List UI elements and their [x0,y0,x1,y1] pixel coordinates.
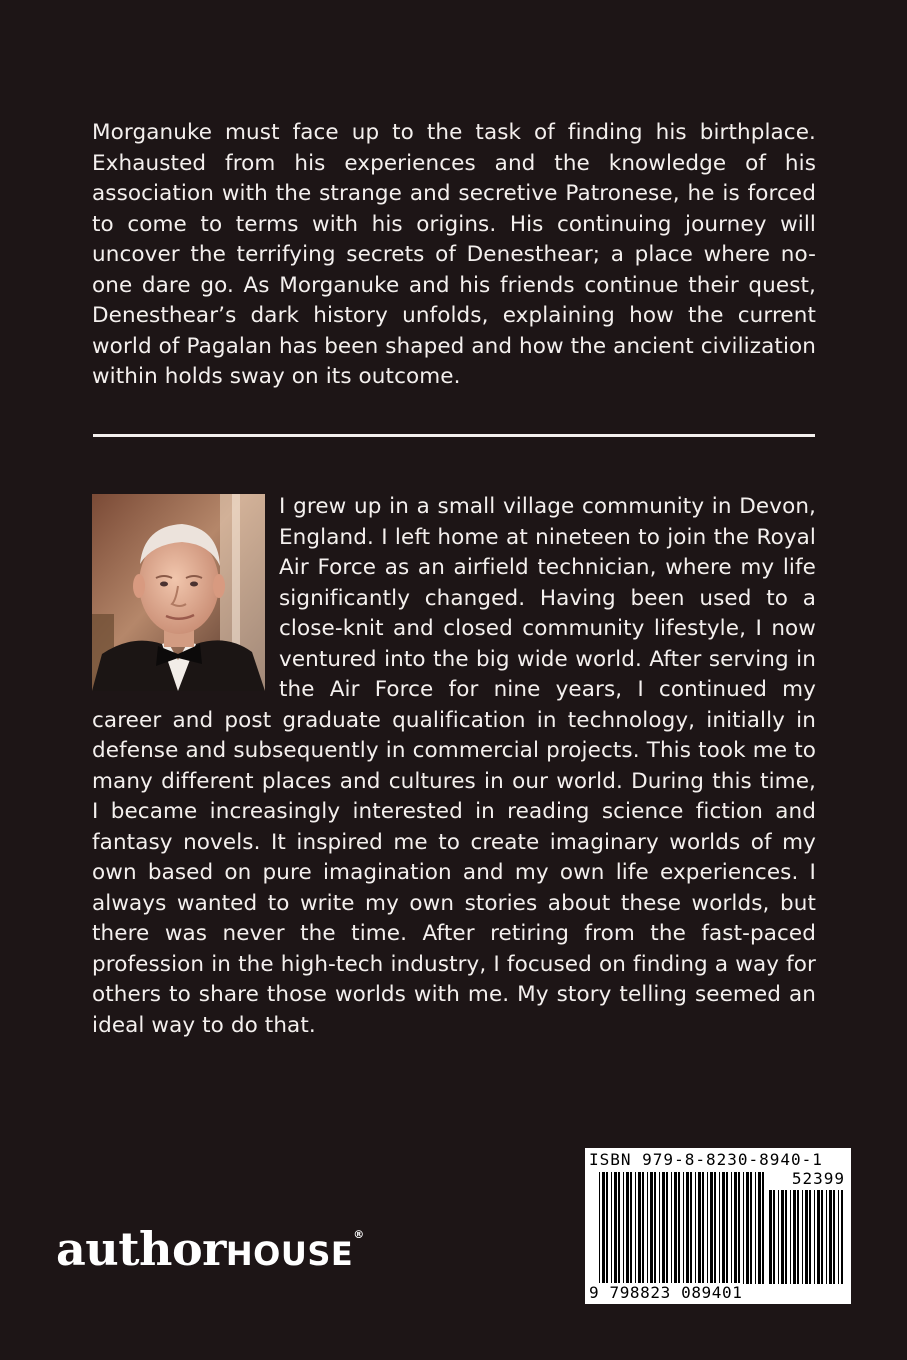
barcode-bar [642,1172,644,1284]
publisher-logo-part2: HOUSE [225,1235,354,1273]
barcode-bar [690,1172,692,1284]
barcode-bar [599,1172,600,1284]
barcode-bar [722,1172,725,1284]
barcode-bar [778,1190,779,1284]
barcode-bar [654,1172,656,1284]
registered-mark: ® [353,1228,364,1241]
barcode-bar [833,1190,835,1284]
publisher-logo-part1: author [56,1222,226,1276]
barcode-bar [666,1172,668,1284]
barcode-bar [659,1172,660,1284]
barcode-bar [821,1190,823,1284]
author-bio-section [92,492,816,1041]
barcode-bar [710,1172,713,1284]
isbn-label: ISBN 979-8-8230-8940-1 [589,1150,823,1169]
barcode-bar [630,1172,632,1284]
price-code: 52399 [791,1169,845,1188]
section-divider [93,434,815,437]
barcode-bar [647,1172,648,1284]
barcode-bar [797,1190,799,1284]
isbn-barcode [585,1148,851,1304]
barcode-bar [635,1172,636,1284]
barcode-bar [683,1172,684,1284]
barcode-bar [611,1172,612,1284]
barcode-bar [841,1190,843,1284]
publisher-logo [56,1222,364,1276]
barcode-bar [826,1190,827,1284]
barcode-bar [702,1172,704,1284]
barcode-bar [671,1172,672,1284]
barcode-bar [790,1190,791,1284]
barcode-bar [769,1190,772,1284]
barcode-bar [714,1172,716,1284]
barcode-bar [817,1190,820,1284]
barcode-bar [731,1172,732,1284]
barcode-bar [602,1172,605,1284]
author-photo [92,494,265,691]
barcode-bar [750,1172,752,1284]
barcode-bar [838,1190,839,1284]
barcode-bar [674,1172,677,1284]
barcode-bar [614,1172,617,1284]
barcode-bar [809,1190,811,1284]
barcode-bar [686,1172,689,1284]
barcode-bar [734,1172,737,1284]
barcode-bar [726,1172,728,1284]
author-bio-text: I grew up in a small village community in Devon, England. I left home at nineteen to join the Royal Air Force as an airfield technician, where my life significantly changed. Having been used to a close-knit and closed community lifestyle, I now ventured into the big wide world. After serving in the Air Force for nine years, I continued my career and post graduate qualification in technology, initially in defense and subsequently in commercial projects. This took me to many different places and cultures in our world. During this time, I became increasingly interested in reading science fiction and fantasy novels. It inspired me to create imaginary worlds of my own based on pure imagination and my own life experiences. I always wanted to write my own stories about these worlds, but there was never the time. After retiring from the fast-paced profession in the high-tech industry, I focused on finding a way for others to share those worlds with me. My story telling seemed an ideal way to do that. [92,494,816,1038]
barcode-bar [738,1172,740,1284]
barcode-bar [662,1172,665,1284]
addon-barcode-bars [769,1190,843,1284]
barcode-bar [814,1190,815,1284]
barcode-bar [805,1190,808,1284]
barcode-bars [599,1172,765,1284]
barcode-bar [618,1172,620,1284]
barcode-bar [762,1172,764,1284]
barcode-bar [719,1172,720,1284]
barcode-bar [802,1190,803,1284]
barcode-bar [698,1172,701,1284]
barcode-bar [785,1190,787,1284]
barcode-bar [743,1172,744,1284]
barcode-bar [678,1172,680,1284]
barcode-bar [829,1190,832,1284]
barcode-bar [707,1172,708,1284]
ean-digits: 9 798823 089401 [589,1283,743,1302]
barcode-bar [758,1172,761,1284]
barcode-bar [793,1190,796,1284]
barcode-bar [755,1172,756,1284]
barcode-bar [773,1190,775,1284]
book-synopsis: Morganuke must face up to the task of finding his birthplace. Exhausted from his experiences and the knowledge of his association with the strange and secretive Patronese, he is forced to come to terms with his origins. His continuing journey will uncover the terrifying secrets of Denesthear; a place where no-one dare go. As Morganuke and his friends continue their quest, Denesthear’s dark history unfolds, explaining how the current world of Pagalan has been shaped and how the ancient civilization within holds sway on its outcome. [92,120,816,389]
barcode-bar [695,1172,696,1284]
barcode-bar [626,1172,629,1284]
barcode-bar [606,1172,608,1284]
barcode-bar [781,1190,784,1284]
barcode-bar [746,1172,749,1284]
barcode-bar [623,1172,624,1284]
barcode-bar [650,1172,653,1284]
barcode-bar [638,1172,641,1284]
